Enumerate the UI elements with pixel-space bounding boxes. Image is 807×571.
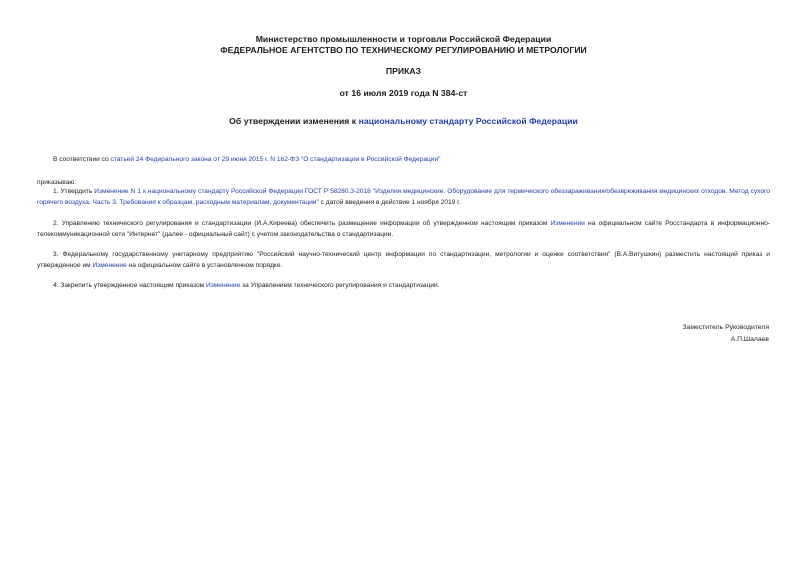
amendment-link-item4[interactable]: Изменение xyxy=(205,282,241,289)
federal-law-link[interactable]: статьей 24 Федерального закона от 29 июня 2015 г. N 162-ФЗ "О стандартизации в Российской Федерации" xyxy=(110,156,441,163)
document-title xyxy=(0,116,807,127)
order-item-3 xyxy=(37,249,770,272)
basis-paragraph xyxy=(37,154,770,165)
signature-name: А.П.Шалаев xyxy=(730,336,769,343)
item4-suffix: за Управлением технического регулирования и стандартизации. xyxy=(240,282,440,289)
amendment-link-item2[interactable]: Изменении xyxy=(550,220,585,227)
agency-heading: ФЕДЕРАЛЬНОЕ АГЕНТСТВО ПО ТЕХНИЧЕСКОМУ РЕГУЛИРОВАНИЮ И МЕТРОЛОГИИ xyxy=(220,45,587,55)
item3-prefix: 3. Федеральному государственному унитарному предприятию "Российский научно-технический центр информации по стандартизации, метрологии и оценке соответствия" (В.А.Витушкин) разместить настоящий приказ и утвержденное им xyxy=(37,251,770,270)
item4-prefix: 4. Закрепить утвержденное настоящим приказом xyxy=(53,282,206,289)
doc-type-heading: ПРИКАЗ xyxy=(385,66,422,76)
order-word: приказываю: xyxy=(37,179,77,186)
date-number-heading: от 16 июля 2019 года N 384-ст xyxy=(339,88,468,98)
item2-suffix: на официальном сайте Росстандарта в информационно-телекоммуникационной сети "Интернет" (далее - официальный сайт) с учетом законодательства о стандартизации. xyxy=(37,220,770,239)
signature-position: Заместитель Руководителя xyxy=(682,324,769,331)
item3-suffix: на официальном сайте в установленном порядке. xyxy=(126,262,283,270)
order-item-4 xyxy=(37,280,770,291)
basis-prefix: В соответствии со xyxy=(53,156,111,163)
amendment-standard-link[interactable]: Изменение N 1 к национальному стандарту Российской Федерации ГОСТ Р 58280.3-2018 "Изделия медицинские. Оборудование для термического обеззараживания/обезвреживания медицинских отходов. Метод сухого горячего воздуха. Часть 3. Требования к образцам, расходным материалам, документации" xyxy=(37,188,770,207)
title-standard-link[interactable]: национальному стандарту Российской Федерации xyxy=(358,116,578,126)
amendment-link-item3[interactable]: Изменение xyxy=(92,262,127,270)
title-prefix: Об утверждении изменения к xyxy=(229,116,359,126)
item2-prefix: 2. Управлению технического регулирования и стандартизации (И.А.Киреева) обеспечить размещение информации об утвержденном настоящим приказом xyxy=(53,220,551,227)
item1-prefix: 1. Утвердить xyxy=(53,188,95,195)
ministry-heading: Министерство промышленности и торговли Российской Федерации xyxy=(255,34,552,44)
order-item-1 xyxy=(37,186,770,209)
item1-suffix: с датой введения в действие 1 ноября 2019 г. xyxy=(318,199,461,207)
order-item-2 xyxy=(37,218,770,241)
